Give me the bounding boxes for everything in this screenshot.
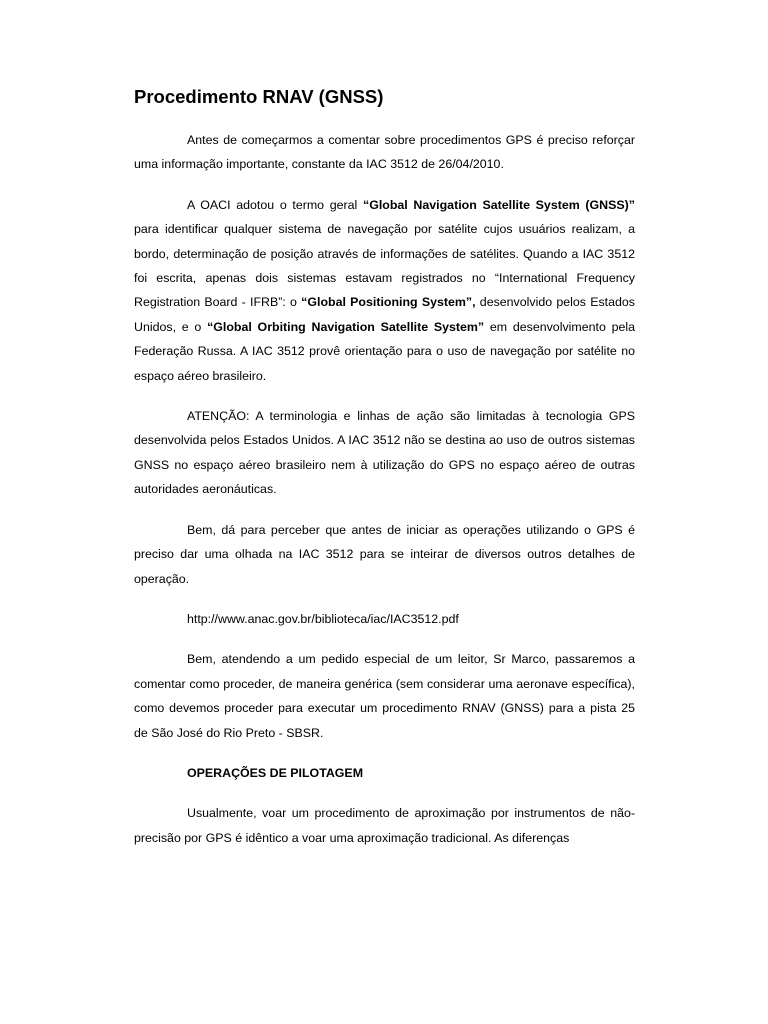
paragraph-pedido: Bem, atendendo a um pedido especial de um leitor, Sr Marco, passaremos a comentar como proceder, de maneira genérica (sem considerar uma aeronave específica), como devemos proceder para executar um procedimento RNAV (GNSS) para a pista 25 de São José do Rio Preto - SBSR. xyxy=(134,652,635,740)
paragraph-atencao: ATENÇÃO: A terminologia e linhas de ação são limitadas à tecnologia GPS desenvolvida pelos Estados Unidos. A IAC 3512 não se destina ao uso de outros sistemas GNSS no espaço aéreo brasileiro nem à utilização do GPS no espaço aéreo de outras autoridades aeronáuticas. xyxy=(134,409,635,497)
document-title: Procedimento RNAV (GNSS) xyxy=(134,86,384,107)
paragraph-pilotagem: Usualmente, voar um procedimento de aproximação por instrumentos de não-precisão por GPS é idêntico a voar uma aproximação tradicional. As diferenças xyxy=(134,806,635,845)
glonass-term: “Global Orbiting Navigation Satellite System” xyxy=(207,319,485,334)
paragraph-iac-reminder: Bem, dá para perceber que antes de iniciar as operações utilizando o GPS é preciso dar uma olhada na IAC 3512 para se inteirar de diversos outros detalhes de operação. xyxy=(134,522,635,586)
paragraph-oaci-text-4: em desenvolvimento pela Federação Russa. A IAC 3512 provê orientação para o uso de navegação por satélite no espaço aéreo brasileiro. xyxy=(134,319,636,383)
paragraph-oaci-text-1: A OACI adotou o termo geral xyxy=(187,197,363,212)
gnss-term: “Global Navigation Satellite System (GNSS)” xyxy=(363,197,635,212)
gps-term: “Global Positioning System”, xyxy=(301,295,476,310)
section-heading: OPERAÇÕES DE PILOTAGEM xyxy=(187,765,364,780)
paragraph-oaci-text-3: desenvolvido pelos Estados Unidos, e o xyxy=(134,295,635,334)
paragraph-intro: Antes de começarmos a comentar sobre procedimentos GPS é preciso reforçar uma informação importante, constante da IAC 3512 de 26/04/2010. xyxy=(134,133,635,172)
iac-link[interactable]: http://www.anac.gov.br/biblioteca/iac/IAC3512.pdf xyxy=(187,611,459,626)
paragraph-oaci-text-2: para identificar qualquer sistema de navegação por satélite cujos usuários realizam, a bordo, determinação de posição através de informações de satélites. Quando a IAC 3512 foi escrita, apenas dois sistemas estavam registrados no “International Frequency Registration Board - IFRB”: o xyxy=(134,222,635,310)
paragraph-oaci xyxy=(134,193,635,388)
document-body xyxy=(134,84,635,850)
